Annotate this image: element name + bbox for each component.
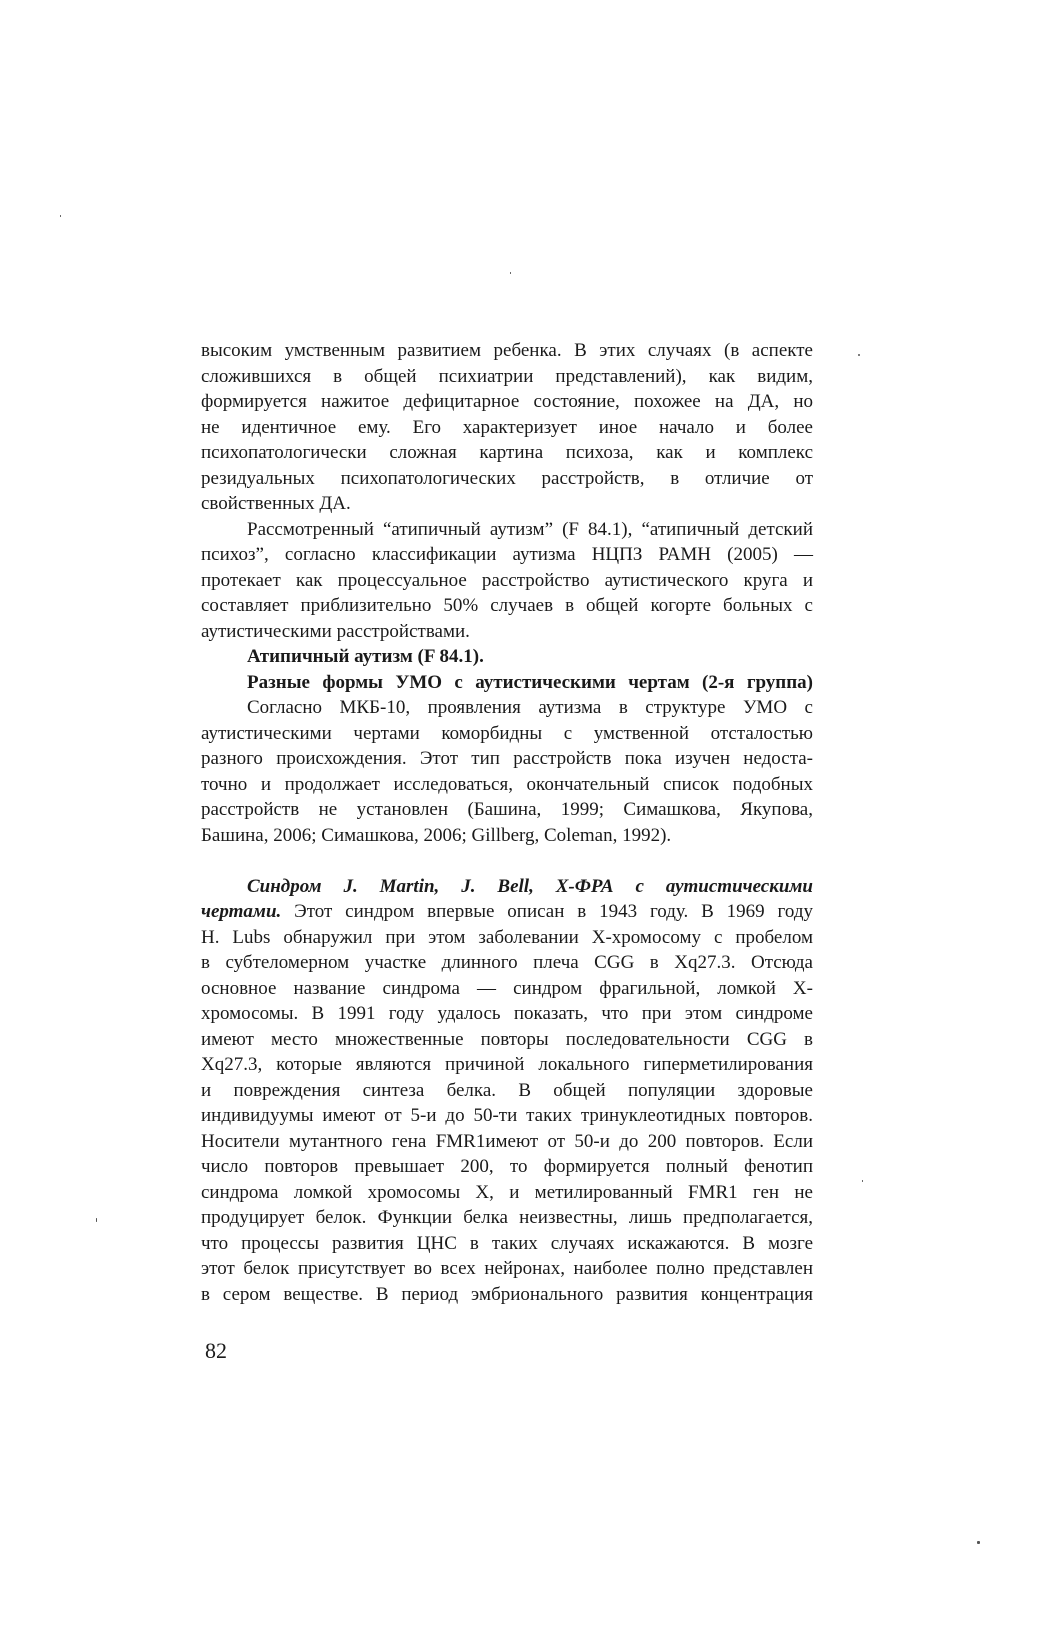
page-body xyxy=(201,338,813,1307)
paragraph-1 xyxy=(201,338,813,517)
text-line: формируется нажитое дефицитарное состояние, похожее на ДА, но xyxy=(201,391,813,412)
section-title-end: чертами. xyxy=(201,901,282,922)
text-line: Башина, 2006; Симашкова, 2006; Gillberg, Coleman, 1992). xyxy=(201,824,672,846)
text-line: число повторов превышает 200, то формируется полный фенотип xyxy=(201,1156,813,1177)
text-line xyxy=(201,899,813,925)
text-line: протекает как процессуальное расстройство аутистического круга и xyxy=(201,569,813,591)
text-line: сложившихся в общей психиатрии представлений), как видим, xyxy=(201,365,813,387)
paragraph-3 xyxy=(201,695,813,848)
text-line: аутистическими чертами коморбидны с умственной отсталостью xyxy=(201,722,813,744)
text-line: аутистическими расстройствами. xyxy=(201,620,470,642)
text-line: психоз”, согласно классификации аутизма НЦПЗ РАМН (2005) — xyxy=(201,544,813,565)
text-line: основное название синдрома — синдром фрагильной, ломкой Х- xyxy=(201,977,813,999)
text-line: Xq27.3, которые являются причиной локального гиперметилирования xyxy=(201,1054,813,1075)
text-line: синдрома ломкой хромосомы X, и метилированный FMR1 ген не xyxy=(201,1181,813,1203)
text-line: и повреждения синтеза белка. В общей популяции здоровые xyxy=(201,1079,813,1101)
text-line: хромосомы. В 1991 году удалось показать, что при этом синдроме xyxy=(201,1003,813,1024)
text-line: имеют место множественные повторы последовательности CGG в xyxy=(201,1028,813,1050)
heading-atypical-autism: Атипичный аутизм (F 84.1). xyxy=(247,646,484,667)
text-line: в субтеломерном участке длинного плеча CGG в Xq27.3. Отсюда xyxy=(201,952,813,973)
heading-umo-forms: Разные формы УМО с аутистическими чертам (2-я группа) xyxy=(247,671,813,693)
paragraph-4 xyxy=(201,874,813,1308)
scan-speck xyxy=(858,354,860,356)
section-title: Синдром J. Martin, J. Bell, X-ФРА с аутистическими xyxy=(247,875,813,897)
text-line: продуцирует белок. Функции белка неизвестны, лишь предполагается, xyxy=(201,1207,813,1228)
text-line: что процессы развития ЦНС в таких случаях искажаются. В мозге xyxy=(201,1232,813,1254)
text-line: этот белок присутствует во всех нейронах, наиболее полно представлен xyxy=(201,1258,813,1279)
text-span: Этот синдром впервые описан в 1943 году. В 1969 году xyxy=(281,901,813,922)
text-line: расстройств не установлен (Башина, 1999; Симашкова, Якупова, xyxy=(201,799,813,820)
text-line: не идентичное ему. Его характеризует иное начало и более xyxy=(201,416,813,438)
scan-speck xyxy=(510,272,511,274)
text-line: Рассмотренный “атипичный аутизм” (F 84.1), “атипичный детский xyxy=(247,518,813,540)
text-line: свойственных ДА. xyxy=(201,493,351,514)
text-line: резидуальных психопатологических расстройств, в отличие от xyxy=(201,467,813,489)
scan-speck xyxy=(862,1180,863,1182)
text-line: индивидуумы имеют от 5-и до 50-ти таких тринуклеотидных повторов. xyxy=(201,1105,813,1126)
scan-speck xyxy=(60,215,61,217)
paragraph-2 xyxy=(201,517,813,645)
text-line: точно и продолжает исследоваться, окончательный список подобных xyxy=(201,773,813,795)
text-line: высоким умственным развитием ребенка. В этих случаях (в аспекте xyxy=(201,340,813,361)
text-line: Носители мутантного гена FMR1имеют от 50-и до 200 повторов. Если xyxy=(201,1130,813,1152)
scan-speck xyxy=(977,1541,980,1544)
scan-speck xyxy=(96,1218,97,1222)
page-number: 82 xyxy=(205,1338,227,1363)
text-line: Согласно МКБ-10, проявления аутизма в структуре УМО с xyxy=(247,697,813,718)
text-line: H. Lubs обнаружил при этом заболевании Х-хромосому с пробелом xyxy=(201,926,813,948)
text-line: составляет приблизительно 50% случаев в общей когорте больных с xyxy=(201,595,813,616)
text-line: психопатологически сложная картина психоза, как и комплекс xyxy=(201,442,813,463)
text-line: разного происхождения. Этот тип расстройств пока изучен недоста- xyxy=(201,748,813,769)
text-line: в сером веществе. В период эмбрионального развития концентрация xyxy=(201,1283,813,1305)
